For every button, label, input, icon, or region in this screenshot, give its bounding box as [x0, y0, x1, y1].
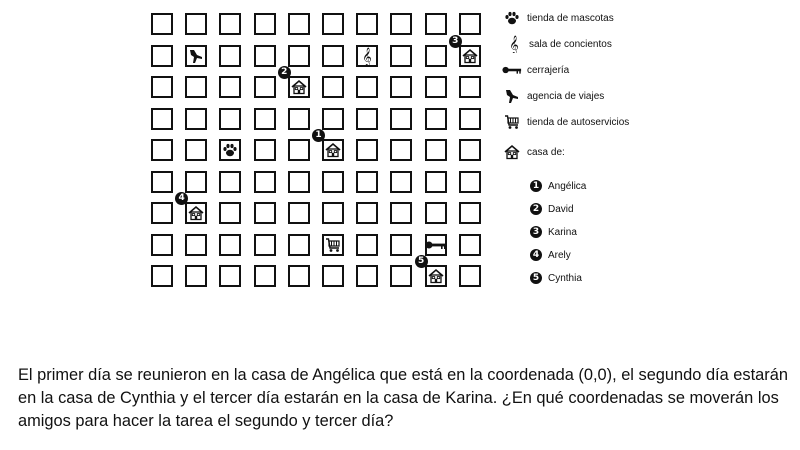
grid-cell	[151, 108, 173, 130]
house-number-badge: 3	[449, 35, 462, 48]
grid-cell	[254, 202, 276, 224]
friend-name: Cynthia	[548, 272, 582, 284]
legend-item	[502, 114, 629, 130]
grid-cell	[356, 108, 378, 130]
grid-cell	[425, 171, 447, 193]
legend-label: agencia de viajes	[527, 90, 605, 102]
grid-cell	[185, 76, 207, 98]
grid-cell	[425, 139, 447, 161]
friend-item	[530, 272, 582, 284]
grid-cell	[219, 45, 241, 67]
grid-cell	[390, 265, 412, 287]
grid-cell	[390, 234, 412, 256]
grid-cell	[254, 45, 276, 67]
friend-name: David	[548, 203, 574, 215]
grid-cell	[219, 171, 241, 193]
grid-cell	[185, 171, 207, 193]
grid-cell	[185, 265, 207, 287]
grid-cell	[288, 13, 310, 35]
grid-cell	[425, 202, 447, 224]
legend-label: casa de:	[527, 146, 565, 158]
grid-cell	[459, 202, 481, 224]
grid-cell	[322, 265, 344, 287]
grid-cell	[219, 108, 241, 130]
friend-item	[530, 203, 574, 215]
grid-cell	[151, 234, 173, 256]
grid-cell	[459, 234, 481, 256]
house-icon	[185, 202, 207, 224]
grid-cell	[425, 45, 447, 67]
grid-cell	[254, 234, 276, 256]
grid-cell	[356, 234, 378, 256]
treble-clef-icon	[356, 45, 378, 67]
grid-cell	[322, 171, 344, 193]
house-number-badge: 5	[415, 255, 428, 268]
house-icon	[459, 45, 481, 67]
grid-cell	[219, 234, 241, 256]
friend-item	[530, 226, 577, 238]
legend-label: tienda de autoservicios	[527, 116, 630, 128]
friend-name: Angélica	[548, 180, 587, 192]
grid-cell	[254, 76, 276, 98]
grid-cell	[151, 202, 173, 224]
grid-cell	[254, 139, 276, 161]
grid-cell	[459, 13, 481, 35]
grid-cell	[356, 76, 378, 98]
grid-cell	[219, 202, 241, 224]
grid-cell	[288, 202, 310, 224]
number-badge: 1	[530, 180, 542, 192]
airplane-icon	[502, 88, 522, 104]
grid-cell	[459, 76, 481, 98]
grid-cell	[322, 76, 344, 98]
grid-cell	[254, 265, 276, 287]
number-badge: 4	[530, 249, 542, 261]
house-icon	[502, 144, 522, 160]
grid-cell	[288, 139, 310, 161]
number-badge: 3	[530, 226, 542, 238]
shopping-cart-icon	[502, 114, 522, 130]
grid-cell	[425, 108, 447, 130]
paw-icon	[502, 10, 522, 26]
grid-cell	[185, 108, 207, 130]
grid-cell	[288, 265, 310, 287]
house-number-badge: 1	[312, 129, 325, 142]
grid-cell	[288, 234, 310, 256]
svg-text:𝄞: 𝄞	[362, 46, 372, 65]
grid-cell	[425, 76, 447, 98]
friend-name: Arely	[548, 249, 571, 261]
legend-item	[502, 10, 614, 26]
grid-cell	[185, 13, 207, 35]
grid-cell	[288, 108, 310, 130]
grid-cell	[288, 45, 310, 67]
question-text: El primer día se reunieron en la casa de Angélica que está en la coordenada (0,0), el segundo día estarán en la casa de Cynthia y el tercer día estarán en la casa de Karina. ¿En qué coordenadas se moverán los amigos para hacer la tarea el segundo y tercer día?	[18, 366, 788, 430]
legend-item	[502, 88, 604, 104]
grid-cell	[322, 13, 344, 35]
grid-cell	[219, 265, 241, 287]
grid-cell	[390, 171, 412, 193]
legend-item	[502, 62, 569, 78]
paw-icon	[219, 139, 241, 161]
key-icon	[425, 234, 447, 256]
legend-label: sala de concientos	[529, 38, 612, 50]
grid-cell	[288, 171, 310, 193]
grid-cell	[254, 108, 276, 130]
legend	[502, 8, 792, 298]
friend-name: Karina	[548, 226, 577, 238]
grid-cell	[390, 108, 412, 130]
airplane-icon	[185, 45, 207, 67]
grid-cell	[425, 13, 447, 35]
legend-item	[504, 36, 612, 52]
grid-cell	[322, 108, 344, 130]
grid-cell	[459, 171, 481, 193]
grid-cell	[185, 234, 207, 256]
grid-cell	[322, 45, 344, 67]
house-icon	[322, 139, 344, 161]
legend-label: cerrajería	[527, 64, 570, 76]
house-number-badge: 4	[175, 192, 188, 205]
svg-text:𝄞: 𝄞	[509, 35, 519, 53]
grid-cell	[151, 13, 173, 35]
grid-cell	[356, 265, 378, 287]
grid-cell	[390, 13, 412, 35]
grid-cell	[322, 202, 344, 224]
house-number-badge: 2	[278, 66, 291, 79]
grid-cell	[151, 76, 173, 98]
grid-cell	[356, 202, 378, 224]
grid-cell	[459, 108, 481, 130]
grid-cell	[219, 76, 241, 98]
friend-item	[530, 180, 586, 192]
grid-cell	[151, 139, 173, 161]
grid-cell	[254, 13, 276, 35]
grid-cell	[390, 45, 412, 67]
key-icon	[502, 62, 522, 78]
grid-cell	[459, 139, 481, 161]
grid-cell	[390, 76, 412, 98]
grid-cell	[459, 265, 481, 287]
grid-cell	[151, 265, 173, 287]
treble-clef-icon	[504, 36, 524, 52]
grid-cell	[356, 13, 378, 35]
grid-cell	[356, 171, 378, 193]
grid-cell	[356, 139, 378, 161]
friend-item	[530, 249, 571, 261]
grid-cell	[185, 139, 207, 161]
legend-item	[502, 144, 565, 160]
house-icon	[425, 265, 447, 287]
grid-cell	[390, 202, 412, 224]
grid-cell	[254, 171, 276, 193]
grid-cell	[151, 45, 173, 67]
legend-label: tienda de mascotas	[527, 12, 614, 24]
number-badge: 2	[530, 203, 542, 215]
grid-cell	[151, 171, 173, 193]
house-icon	[288, 76, 310, 98]
shopping-cart-icon	[322, 234, 344, 256]
grid-cell	[219, 13, 241, 35]
number-badge: 5	[530, 272, 542, 284]
grid-cell	[390, 139, 412, 161]
